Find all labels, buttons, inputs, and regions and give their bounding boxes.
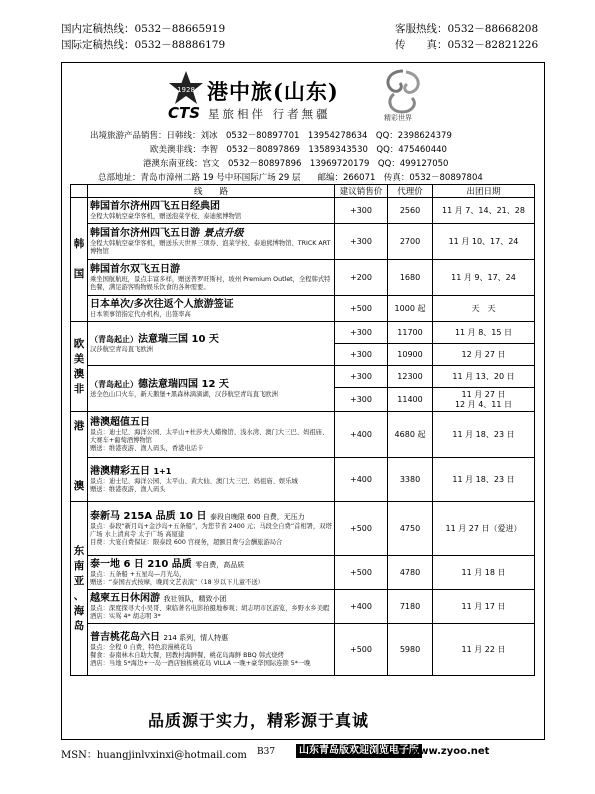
price: +400 bbox=[335, 590, 388, 624]
table-row bbox=[71, 458, 535, 502]
swirl-logo-icon bbox=[378, 66, 428, 120]
price: +200 bbox=[335, 260, 388, 296]
region-korea: 韩 国 bbox=[71, 198, 88, 322]
route-desc: 送全色山口火车，新天鹅堡+黑森林滴滴湖，汉莎航空青岛直飞欧洲 bbox=[90, 390, 278, 398]
route-desc: 景点：深度探寻大小吴哥、柬临著名电影拍摄地参观；胡志明市区游览，乡野水乡美暇 酒店：实骂 4* 胡志明 3* bbox=[90, 604, 342, 620]
table-row bbox=[71, 296, 535, 322]
route-desc: 全程大韩航空豪华客机，赠送泡菜学校、泰迪熊博物馆 bbox=[90, 212, 242, 220]
route-table bbox=[70, 184, 535, 676]
departure-date: 11 月 22 日 bbox=[433, 624, 535, 676]
contact-line: 欧美澳非线：李智 0532－80897869 13589343530 QQ：475460440 bbox=[150, 145, 447, 155]
route-desc: 全程大韩航空豪华客机，赠送乐天世界三项券、泡菜学校、泰迪熊博物馆、TRICK ART 博物馆 bbox=[90, 239, 331, 255]
departure-date: 11 月 7、14、21、28 bbox=[433, 198, 535, 224]
table-row bbox=[71, 502, 535, 556]
departure-date: 11 月 18、23 日 bbox=[433, 458, 535, 502]
agent-price: 2700 bbox=[388, 224, 433, 260]
agent-price: 10900 bbox=[388, 344, 433, 366]
route-desc: 日本领事馆指定代办机构，出签率高 bbox=[90, 310, 191, 318]
zyoo-url[interactable]: www.zyoo.net bbox=[410, 746, 490, 757]
table-row bbox=[71, 366, 535, 388]
price: +300 bbox=[335, 366, 388, 388]
departure-date: 11 月 27 日（爱进） bbox=[433, 502, 535, 556]
quality-banner: 品质源于实力，精彩源于真诚 bbox=[148, 711, 370, 730]
route-desc: 景点：五条船 +五星岛—月光岛， bbox=[90, 570, 186, 578]
route-title: 日本单次/多次往返个人旅游签证 bbox=[90, 298, 234, 310]
departure-date: 天 天 bbox=[433, 296, 535, 322]
route-origin: （青岛起止） bbox=[90, 379, 138, 389]
agent-price: 7180 bbox=[388, 590, 433, 624]
agent-price: 11700 bbox=[388, 322, 433, 344]
agent-price: 12300 bbox=[388, 366, 433, 388]
departure-date: 11 月 8、15 日 bbox=[433, 322, 535, 344]
table-row bbox=[71, 590, 535, 624]
route-origin: （青岛起止） bbox=[90, 334, 138, 344]
contact-line: 港澳东南亚线：宫文 0532－80897896 13969720179 QQ：499127050 bbox=[143, 159, 449, 169]
table-row bbox=[71, 260, 535, 296]
route-title: 韩国首尔济州四飞五日经典团 bbox=[90, 200, 220, 212]
route-gift: 赠送：“泰国古式按摩，晚间文艺表演”（18 岁以下儿童不送） bbox=[90, 578, 264, 586]
header-price: 建议销售价 bbox=[335, 185, 388, 198]
msn-contact: MSN：huangjinlvxinxi@hotmail.com bbox=[61, 750, 247, 761]
departure-date: 11 月 9、17、24 bbox=[433, 260, 535, 296]
route-desc: 景点：迪士尼、海洋公园、太平山+杜莎夫人蜡像馆、浅水湾、澳门大三巴、妈祖庙、大赛车+葡萄酒博物馆 bbox=[90, 428, 329, 444]
table-row bbox=[71, 624, 535, 676]
departure-date: 12 月 27 日 bbox=[433, 344, 535, 366]
header-agent: 代理价 bbox=[388, 185, 433, 198]
departure-date: 11 月 13、20 日 bbox=[433, 366, 535, 388]
header-date: 出团日期 bbox=[433, 185, 535, 198]
route-desc: 景点：迪士尼、海洋公园、太平山、黄大仙、澳门大三巴、妈祖庙、娱乐城 bbox=[90, 477, 298, 485]
price: +400 bbox=[335, 412, 388, 458]
route-gift: 赠送：维港夜游、渔人码头，香港电话卡 bbox=[90, 444, 204, 452]
region-europe: 欧 美 澳 非 bbox=[71, 322, 88, 412]
brand-slogan: 星旅相伴 行者無疆 bbox=[208, 107, 331, 121]
route-gift: 赠送：维港夜游、渔人码头 bbox=[90, 485, 166, 493]
table-header-row bbox=[71, 185, 535, 198]
route-hotel: 酒店：当地 5*海边+一岛一酒店独栋桃花岛 VILLA 一晚+豪华国际连锁 5*一晚 bbox=[90, 659, 311, 667]
route-title: 法意瑞三国 10 天 bbox=[138, 333, 219, 345]
route-desc: 乘坐国航航班，景点丰富多样，赠送普罗旺斯村，坡州 Premium Outlet，全程韩式特色餐，满足游客购物娱乐饮食的各种需要。 bbox=[90, 275, 331, 291]
page-number: B37 bbox=[257, 747, 276, 757]
price: +300 bbox=[335, 344, 388, 366]
region-hk-macau: 港 澳 bbox=[71, 412, 88, 502]
departure-date: 11 月 10、17、24 bbox=[433, 224, 535, 260]
intl-hotline: 国际定稿热线：0532－88886179 bbox=[61, 39, 226, 51]
table-row bbox=[71, 556, 535, 590]
price: +400 bbox=[335, 458, 388, 502]
route-desc: 景点：泰段“新月岛+金沙岛+五条船”，为您节省 2400 元；马段全自费“首相署，双塔广场 水上清真寺 太子广场 高厦建 bbox=[90, 522, 332, 538]
route-title: 港澳超值五日 bbox=[90, 416, 150, 428]
departure-date: 11 月 27 日 bbox=[461, 389, 506, 399]
route-tag: 214 系列，情人特惠 bbox=[163, 633, 229, 642]
departure-date: 11 月 17 日 bbox=[433, 590, 535, 624]
agent-price: 4780 bbox=[388, 556, 433, 590]
table-row bbox=[71, 412, 535, 458]
cts-logo-text: CTS bbox=[168, 104, 201, 122]
contact-line: 出境旅游产品销售：日韩线：刘冰 0532－80897701 13954278634 QQ：2398624379 bbox=[90, 131, 452, 141]
route-tag: 零自费，高品质 bbox=[195, 560, 245, 569]
star-logo-icon bbox=[168, 70, 204, 108]
header-route: 线 路 bbox=[88, 185, 335, 198]
price: +300 bbox=[335, 224, 388, 260]
route-highlight: 景点升级 bbox=[203, 227, 244, 239]
agent-price: 5980 bbox=[388, 624, 433, 676]
route-title: 港澳精彩五日 bbox=[90, 465, 150, 477]
route-tag: 1+1 bbox=[153, 466, 172, 476]
contact-line: 总部地址：青岛市漳州二路 19 号中环国际广场 29 层 邮编：266071 传真：0532－80897804 bbox=[98, 173, 483, 183]
route-title: 泰一地 6 日 210 品质 bbox=[90, 558, 192, 570]
price: +300 bbox=[335, 198, 388, 224]
agent-price: 1680 bbox=[388, 260, 433, 296]
agent-price: 11400 bbox=[388, 388, 433, 412]
route-tag: 泰段自晚限 600 自费，无压力 bbox=[209, 512, 305, 521]
departure-date: 11 月 18 日 bbox=[433, 556, 535, 590]
price: +500 bbox=[335, 502, 388, 556]
brand-name: 港中旅(山东) bbox=[207, 79, 339, 104]
fax-number: 传 真：0532－82821226 bbox=[395, 39, 539, 51]
route-desc: 景点：全程 0 自费，特色浪漫桃花岛 bbox=[90, 643, 193, 651]
route-title: 韩国首尔济州四飞五日游 bbox=[90, 227, 200, 239]
route-title: 德法意瑞四国 12 天 bbox=[138, 378, 229, 390]
zyoo-banner: 山东青岛版欢迎浏览电子版 bbox=[296, 744, 422, 758]
price: +300 bbox=[335, 322, 388, 344]
departure-date: 11 月 18、23 日 bbox=[433, 412, 535, 458]
route-title: 越柬五日休闲游 bbox=[90, 592, 160, 604]
price: +500 bbox=[335, 624, 388, 676]
route-meals: 餐食：泰南林木自助大餐，回教村海鲜餐，桃花岛海鲜 BBQ 韩式烧烤 bbox=[90, 651, 284, 659]
domestic-hotline: 国内定稿热线：0532－88665919 bbox=[61, 23, 226, 35]
table-row bbox=[71, 198, 535, 224]
partner-logo-text: 精彩世界 bbox=[384, 114, 412, 122]
table-row bbox=[71, 224, 535, 260]
agent-price: 4750 bbox=[388, 502, 433, 556]
agent-price: 4680 起 bbox=[388, 412, 433, 458]
agent-price: 3380 bbox=[388, 458, 433, 502]
route-title: 泰新马 215A 品质 10 日 bbox=[90, 510, 207, 522]
agent-price: 1000 起 bbox=[388, 296, 433, 322]
agent-price: 2560 bbox=[388, 198, 433, 224]
route-tag: 我社领队，精致小团 bbox=[163, 594, 227, 603]
svg-text:1928: 1928 bbox=[177, 86, 195, 94]
price: +300 bbox=[335, 388, 388, 412]
route-desc: 汉莎航空青岛直飞欧洲 bbox=[90, 345, 153, 353]
route-title: 韩国首尔双飞五日游 bbox=[90, 263, 180, 275]
route-title: 普吉桃花岛六日 bbox=[90, 631, 160, 643]
service-hotline: 客服热线：0532－88668208 bbox=[395, 23, 539, 35]
price: +500 bbox=[335, 296, 388, 322]
route-extra: 目费：大宴自费保证：限泰段 600 宫视务，超额目费与会酬旅游局合 bbox=[90, 538, 283, 546]
price: +500 bbox=[335, 556, 388, 590]
departure-date: 12 月 4、11 日 bbox=[454, 399, 513, 409]
region-se-asia: 东 南 亚 、 海 岛 bbox=[71, 502, 88, 676]
table-row bbox=[71, 322, 535, 344]
